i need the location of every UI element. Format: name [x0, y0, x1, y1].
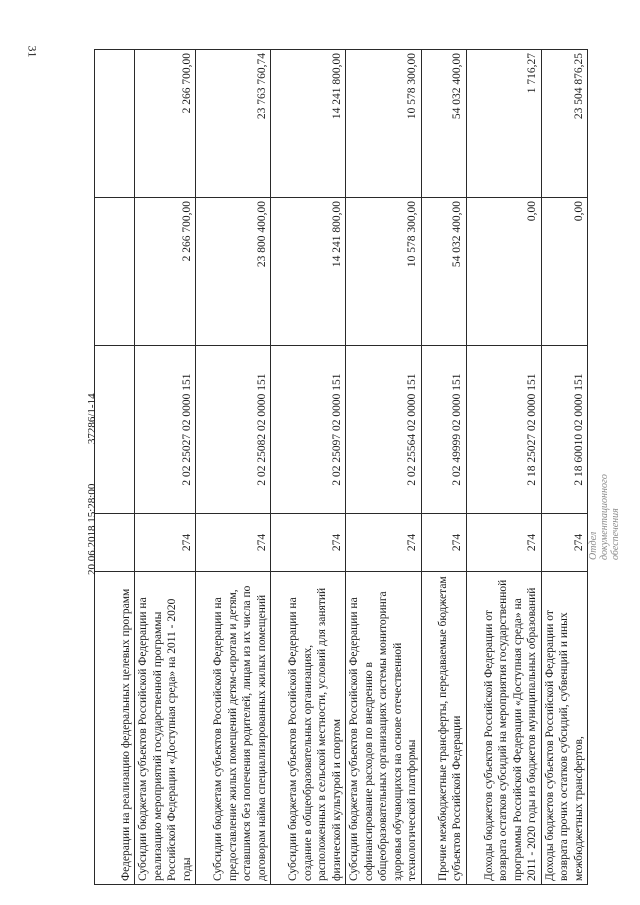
row-approved-amount: 0,00 — [466, 198, 541, 346]
row-approved-amount: 0,00 — [541, 198, 588, 346]
row-executed-amount: 2 266 700,00 — [135, 50, 196, 198]
page-number: 31 — [25, 45, 40, 58]
department-stamp: Отдел документационного обеспечения — [588, 474, 621, 560]
table-row — [466, 50, 541, 885]
row-executed-amount: 14 241 800,00 — [271, 50, 346, 198]
table-row — [271, 50, 346, 885]
row-admin-code: 274 — [196, 514, 271, 572]
row-approved-amount — [95, 198, 135, 346]
row-description: Субсидии бюджетам субъектов Российской Федерации на реализацию мероприятий государственной программы Российской Федерации «Доступная среда» на 2011 - 2020 годы — [135, 572, 196, 885]
row-approved-amount: 14 241 800,00 — [271, 198, 346, 346]
row-kbk-code: 2 02 49999 02 0000 151 — [421, 346, 466, 514]
table-row — [196, 50, 271, 885]
row-executed-amount: 54 032 400,00 — [421, 50, 466, 198]
table-row — [421, 50, 466, 885]
row-executed-amount: 23 504 876,25 — [541, 50, 588, 198]
row-description: Федерации на реализацию федеральных целевых программ — [95, 572, 135, 885]
row-kbk-code: 2 18 25027 02 0000 151 — [466, 346, 541, 514]
row-description: Субсидии бюджетам субъектов Российской Федерации на предоставление жилых помещений детям-сиротам и детям, оставшимся без попечения родителей, лицам из их числа по договорам найма специализированных жилых помещений — [196, 572, 271, 885]
table-row — [346, 50, 422, 885]
footer-doc-id: 37286/1-14 — [86, 393, 98, 445]
budget-table-rotated — [94, 50, 584, 885]
row-admin-code: 274 — [271, 514, 346, 572]
row-admin-code: 274 — [346, 514, 422, 572]
row-admin-code — [95, 514, 135, 572]
row-approved-amount: 54 032 400,00 — [421, 198, 466, 346]
row-description: Доходы бюджетов субъектов Российской Федерации от возврата остатков субсидий на мероприятия государственной программы Российской Федерации «Доступная среда» на 2011 - 2020 годы из бюджетов муниципальных образований — [466, 572, 541, 885]
row-executed-amount: 1 716,27 — [466, 50, 541, 198]
table-row — [95, 50, 135, 885]
row-admin-code: 274 — [466, 514, 541, 572]
row-description: Субсидии бюджетам субъектов Российской Федерации на создание в общеобразовательных организациях, расположенных в сельской местности, условий для занятий физической культурой и спортом — [271, 572, 346, 885]
row-kbk-code — [95, 346, 135, 514]
row-description: Субсидии бюджетам субъектов Российской Федерации на софинансирование расходов по внедрению в общеобразовательных организациях системы мониторинга здоровья обучающихся на основе отечественной технологической платформы — [346, 572, 422, 885]
row-description: Доходы бюджетов субъектов Российской Федерации от возврата прочих остатков субсидий, субвенций и иных межбюджетных трансфертов, — [541, 572, 588, 885]
footer-datetime: 20.06.2018 15:28:00 — [86, 483, 98, 575]
row-approved-amount: 10 578 300,00 — [346, 198, 422, 346]
row-admin-code: 274 — [135, 514, 196, 572]
row-executed-amount: 23 763 760,74 — [196, 50, 271, 198]
budget-table — [94, 49, 588, 885]
row-approved-amount: 2 266 700,00 — [135, 198, 196, 346]
footer — [86, 393, 98, 575]
row-kbk-code: 2 02 25082 02 0000 151 — [196, 346, 271, 514]
row-kbk-code: 2 18 60010 02 0000 151 — [541, 346, 588, 514]
row-executed-amount: 10 578 300,00 — [346, 50, 422, 198]
table-row — [541, 50, 588, 885]
row-kbk-code: 2 02 25564 02 0000 151 — [346, 346, 422, 514]
row-admin-code: 274 — [421, 514, 466, 572]
row-kbk-code: 2 02 25097 02 0000 151 — [271, 346, 346, 514]
row-description: Прочие межбюджетные трансферты, передаваемые бюджетам субъектов Российской Федерации — [421, 572, 466, 885]
row-executed-amount — [95, 50, 135, 198]
row-admin-code: 274 — [541, 514, 588, 572]
table-row — [135, 50, 196, 885]
row-kbk-code: 2 02 25027 02 0000 151 — [135, 346, 196, 514]
row-approved-amount: 23 800 400,00 — [196, 198, 271, 346]
